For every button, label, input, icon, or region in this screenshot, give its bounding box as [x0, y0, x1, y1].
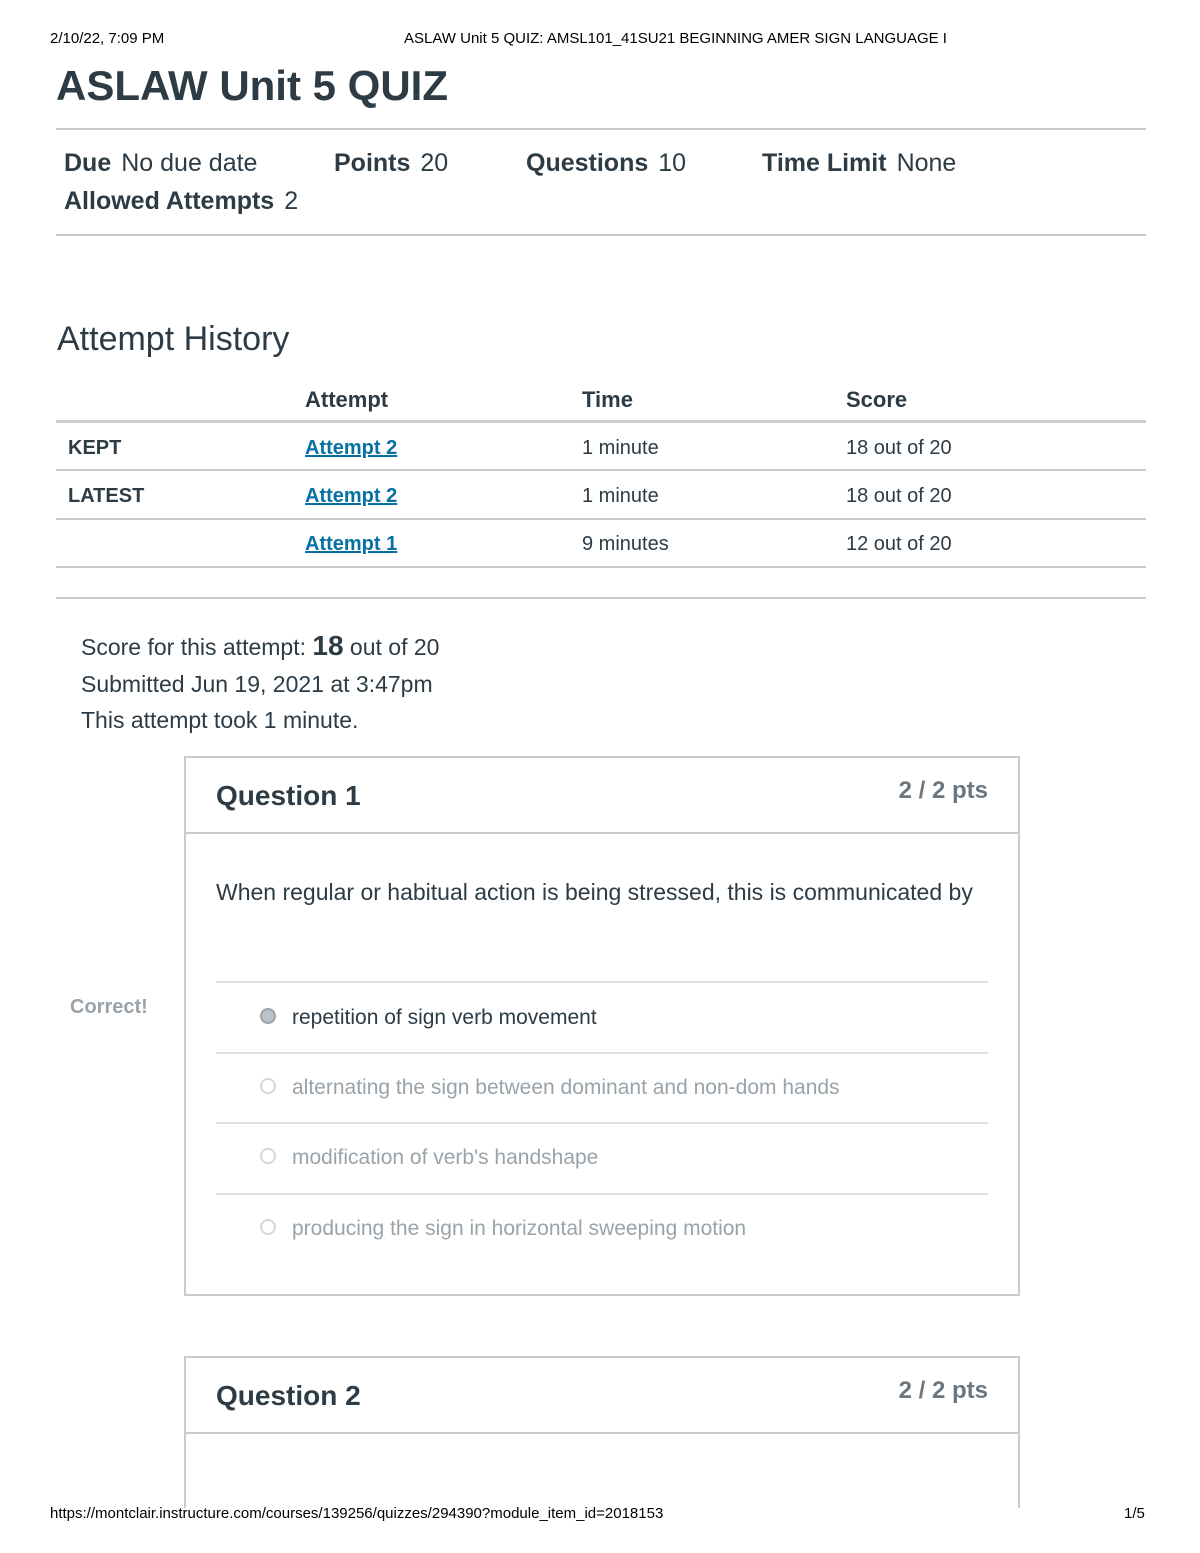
meta-divider	[56, 234, 1146, 236]
row-divider	[56, 469, 1146, 471]
attempts-info	[64, 187, 298, 216]
attempt-link[interactable]: Attempt 1	[305, 533, 398, 555]
question-2-card	[184, 1356, 1020, 1508]
questions-info	[526, 149, 686, 178]
status-badge: KEPT	[68, 437, 122, 459]
attempt-duration: This attempt took 1 minute.	[81, 707, 359, 733]
answer-label: modification of verb's handshape	[292, 1146, 599, 1169]
questions-label: Questions	[526, 149, 649, 177]
print-doc-title: ASLAW Unit 5 QUIZ: AMSL101_41SU21 BEGINNING AMER SIGN LANGUAGE I	[404, 30, 947, 47]
row-divider	[56, 566, 1146, 568]
attempts-label: Allowed Attempts	[64, 187, 275, 215]
table-header-divider	[56, 420, 1146, 423]
page-title: ASLAW Unit 5 QUIZ	[56, 62, 448, 109]
question-points: 2 / 2 pts	[898, 1377, 988, 1404]
time-limit-info	[762, 149, 956, 178]
print-page-number: 1/5	[1124, 1505, 1145, 1522]
answer-label: producing the sign in horizontal sweeping motion	[292, 1217, 747, 1240]
radio-icon[interactable]	[260, 1148, 276, 1164]
points-label: Points	[334, 149, 411, 177]
answer-divider	[216, 981, 988, 983]
attempt-time: 9 minutes	[582, 533, 669, 555]
section-divider	[56, 597, 1146, 599]
attempts-value: 2	[284, 187, 299, 215]
question-header	[186, 1358, 1018, 1434]
questions-value: 10	[658, 149, 687, 177]
attempt-score: 12 out of 20	[846, 533, 952, 555]
due-info	[64, 149, 257, 178]
points-value: 20	[420, 149, 449, 177]
time-limit-label: Time Limit	[762, 149, 887, 177]
score-summary	[81, 630, 439, 662]
score-value: 18	[312, 630, 344, 661]
radio-icon[interactable]	[260, 1078, 276, 1094]
answer-label: repetition of sign verb movement	[292, 1006, 597, 1029]
question-title: Question 1	[216, 780, 361, 811]
due-value: No due date	[121, 149, 258, 177]
answer-label: alternating the sign between dominant and non-dom hands	[292, 1076, 840, 1099]
title-divider	[56, 128, 1146, 130]
attempt-time: 1 minute	[582, 437, 659, 459]
answer-divider	[216, 1193, 988, 1195]
row-divider	[56, 518, 1146, 520]
score-prefix: Score for this attempt:	[81, 634, 306, 660]
attempt-score: 18 out of 20	[846, 485, 952, 507]
answer-divider	[216, 1052, 988, 1054]
time-limit-value: None	[896, 149, 957, 177]
status-badge: LATEST	[68, 485, 145, 507]
question-points: 2 / 2 pts	[898, 777, 988, 804]
radio-icon[interactable]	[260, 1219, 276, 1235]
radio-selected-icon[interactable]	[260, 1008, 276, 1024]
attempt-link[interactable]: Attempt 2	[305, 485, 398, 507]
col-header-score: Score	[846, 387, 908, 412]
question-body	[186, 834, 1018, 1292]
col-header-time: Time	[582, 387, 633, 412]
attempt-score: 18 out of 20	[846, 437, 952, 459]
attempt-time: 1 minute	[582, 485, 659, 507]
score-suffix: out of 20	[349, 634, 440, 660]
print-datetime: 2/10/22, 7:09 PM	[50, 30, 165, 47]
submitted-info: Submitted Jun 19, 2021 at 3:47pm	[81, 671, 433, 697]
points-info	[334, 149, 448, 178]
col-header-attempt: Attempt	[305, 387, 389, 412]
question-header	[186, 758, 1018, 834]
question-title: Question 2	[216, 1380, 361, 1411]
question-text: When regular or habitual action is being stressed, this is communicated by	[216, 879, 973, 905]
question-1-card	[184, 756, 1020, 1296]
attempt-link[interactable]: Attempt 2	[305, 437, 398, 459]
attempt-history-title: Attempt History	[57, 320, 290, 358]
answer-divider	[216, 1122, 988, 1124]
correct-answer-label: Correct!	[70, 996, 148, 1018]
print-url: https://montclair.instructure.com/courses/139256/quizzes/294390?module_item_id=2018153	[50, 1505, 664, 1522]
due-label: Due	[64, 149, 112, 177]
